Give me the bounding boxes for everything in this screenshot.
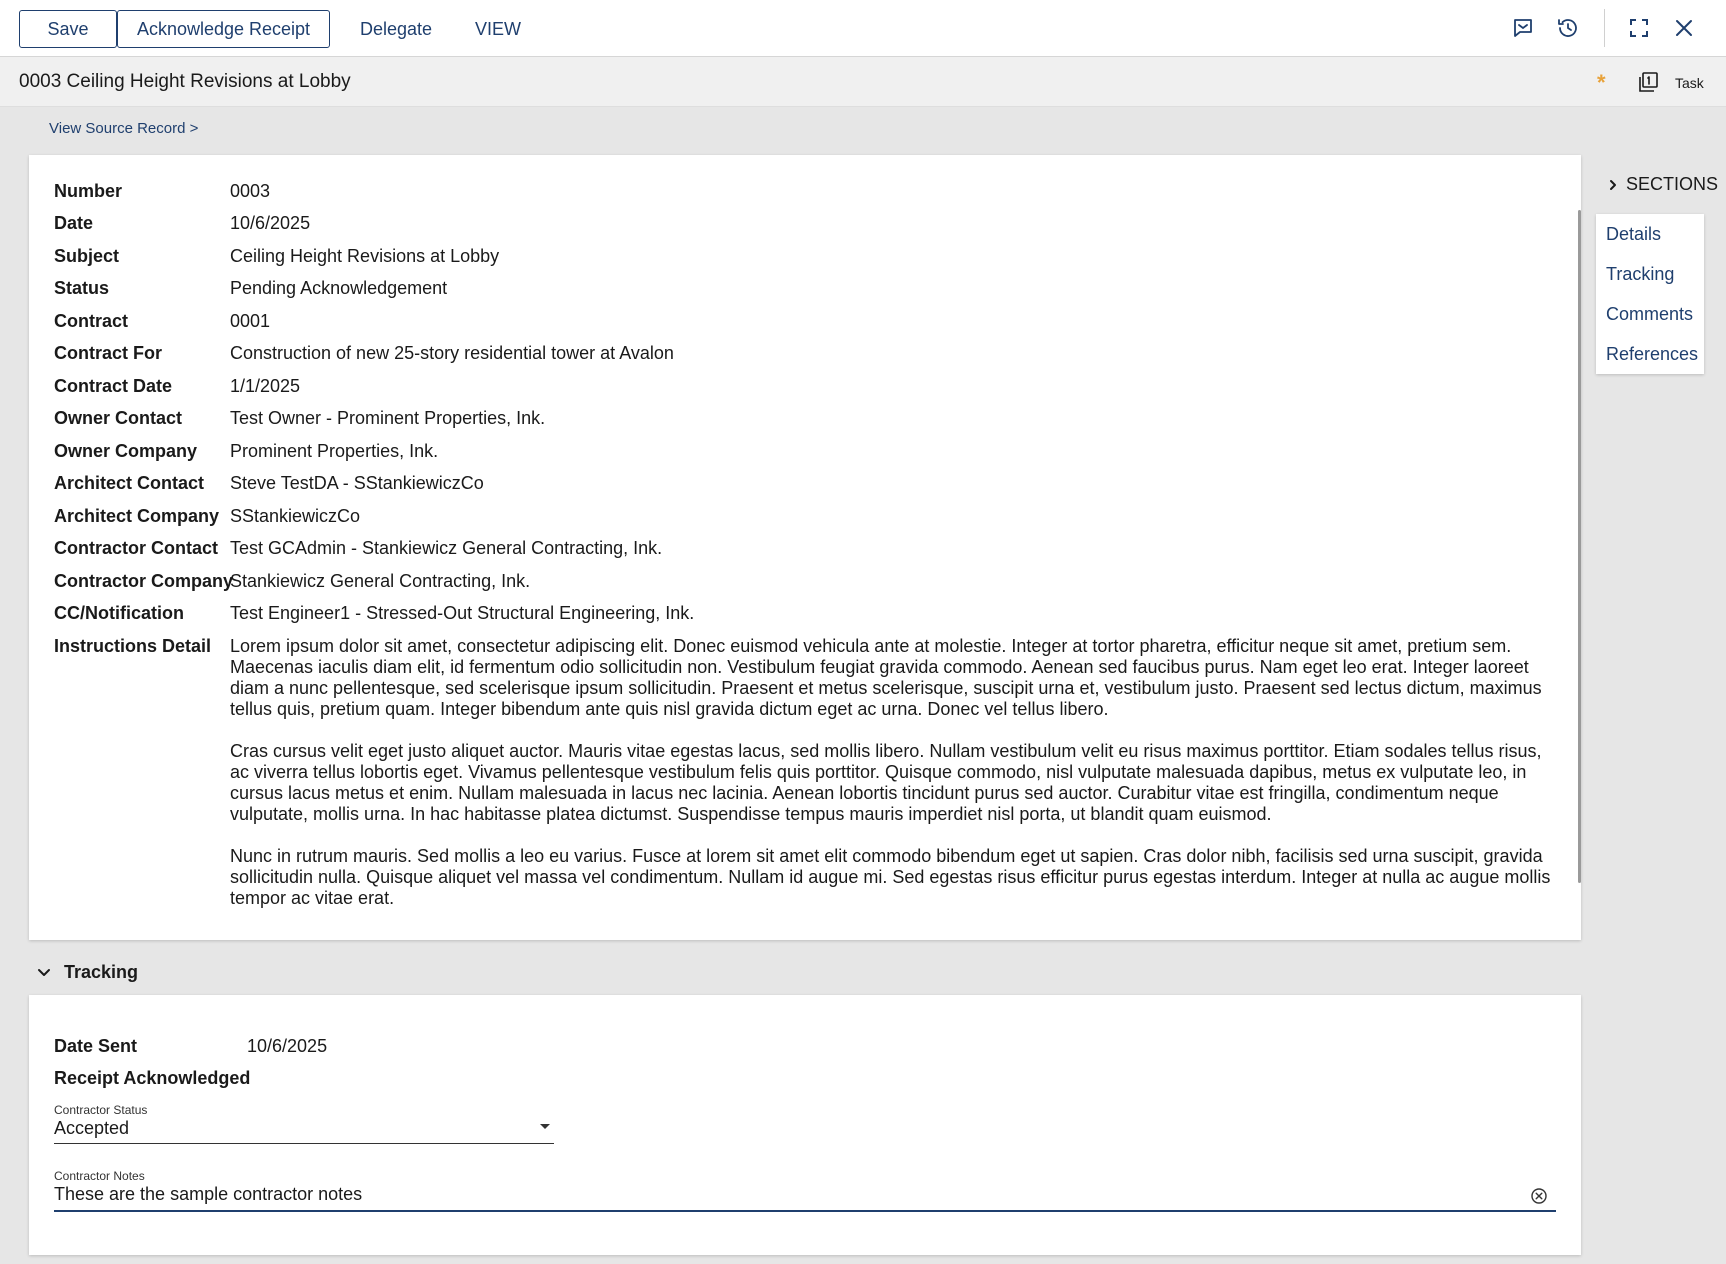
instructions-text — [230, 636, 1565, 930]
view-source-record-link[interactable]: View Source Record > — [49, 120, 199, 137]
details-card: Number 0003 Date 10/6/2025 Subject Ceiling Height Revisions at Lobby Status Pending Acknowledgement Contract 0001 Contract For Construction of new 25-story residential tower at Avalon Contract Date 1/1/2025 Owner Contact Test Owner - Prominent Properties, Ink. Owner Company Prominent Properties, Ink. Architect Contact Steve TestDA - SStankiewiczCo Architect Company SStankiewiczCo Contractor Contact Test GCAdmin - Stankiewicz General Contracting, Ink. Contractor Company Stankiewicz General Contracting, Ink. CC/Notification Test Engineer1 - Stressed-Out Structural Engineering, Ink. Instructions Detail Lorem ipsum dolor sit amet, consectetur adipiscing elit. Donec euismod vehicula ante at molestie. Integer at tortor pharetra, efficitur neque sit amet, pretium sem. Maecenas iaculis diam elit, id fermentum odio sollicitudin non. Vestibulum feugiat gravida commodo. Aenean sed faucibus purus. Nam eget leo erat. Integer laoreet diam a nunc pellentesque, sed scelerisque ipsum sollicitudin. Praesent et metus scelerisque, suscipit urna et, vestibulum justo. Praesent sed lectus dictum, maximus tellus quis, pretium quam. Integer bibendum ante quis nisl gravida dictum eget ac urna. Donec vel tellus libero. Cras cursus velit eget justo aliquet auctor. Mauris vitae egestas lacus, sed mollis libero. Nullam vestibulum velit eu risus maximus porttitor. Etiam sodales tellus risus, ac viverra tellus lobortis eget. Vivamus pellentesque vestibulum felis quis porttitor. Quisque commodo, nisl vulputate malesuada dapibus, metus ex vulputate leo, in cursus lacus metus et enim. Nullam malesuada in lacus nec lacinia. Aenean lobortis tincidunt purus sed auctor. Curabitur vitae est fringilla, condimentum neque vulputate, mollis urna. In hac habitasse platea dictumst. Suspendisse tempus mauris imperdiet nisl porta, ut blandit quam euismod. Nunc in rutrum mauris. Sed mollis a leo eu varius. Fusce at lorem sit amet elit commodo bibendum eget ut sapien. Cras dolor nibh, facilisis sed urna suscipit, gravida sollicitudin nulla. Quisque aliquet vel massa vel condimentum. Nullam id augue mi. Sed egestas risus efficitur purus egestas interdum. Integer at nulla ac augue mollis tempor ac vitae erat. — [29, 155, 1581, 940]
field-date-sent: Date Sent 10/6/2025 — [54, 1036, 328, 1056]
view-menu-button[interactable]: VIEW — [475, 19, 522, 39]
contractor-notes-input[interactable] — [54, 1184, 1514, 1205]
sections-title: SECTIONS — [1626, 174, 1719, 194]
tracking-section-title: Tracking — [64, 962, 139, 982]
dropdown-caret-icon — [540, 1124, 550, 1129]
toolbar-divider — [1604, 9, 1605, 47]
tracking-section-toggle[interactable] — [36, 962, 138, 983]
section-link-references[interactable]: References — [1606, 344, 1699, 364]
history-icon[interactable] — [1554, 14, 1582, 42]
chevron-down-icon — [36, 965, 52, 981]
contractor-status-label: Contractor Status — [54, 1103, 148, 1117]
delegate-button[interactable]: Delegate — [360, 19, 433, 39]
section-link-details[interactable]: Details — [1606, 224, 1662, 244]
toolbar — [0, 0, 1726, 57]
field-receipt-acknowledged: Receipt Acknowledged — [54, 1068, 251, 1088]
ai-assistant-icon[interactable] — [1509, 14, 1537, 42]
instructions-paragraph: Lorem ipsum dolor sit amet, consectetur adipiscing elit. Donec euismod vehicula ante at molestie. Integer at tortor pharetra, efficitur neque sit amet, pretium sem. Maecenas iaculis diam elit, id fermentum odio sollicitudin non. Vestibulum feugiat gravida commodo. Aenean sed faucibus purus. Nam eget leo erat. Integer laoreet diam a nunc pellentesque, sed scelerisque ipsum sollicitudin. Praesent et metus scelerisque, suscipit urna et, vestibulum justo. Praesent sed lectus dictum, maximus tellus quis, pretium quam. Integer bibendum ante quis nisl gravida dictum eget ac urna. Donec vel tellus libero. — [230, 636, 1542, 719]
instructions-paragraph: Nunc in rutrum mauris. Sed mollis a leo eu varius. Fusce at lorem sit amet elit commodo bibendum eget ut sapien. Cras dolor nibh, facilisis sed urna suscipit, gravida sollicitudin nulla. Quisque aliquet vel massa vel condimentum. Nullam id augue mi. Sed egestas risus efficitur purus egestas interdum. Integer at nulla ac augue mollis tempor ac vitae erat. — [230, 846, 1551, 908]
title-bar — [0, 57, 1726, 107]
acknowledge-receipt-button[interactable]: Acknowledge Receipt — [117, 10, 330, 48]
sections-toggle[interactable] — [1608, 174, 1718, 195]
chevron-right-icon — [1608, 178, 1618, 192]
task-label[interactable]: Task — [1675, 75, 1704, 91]
save-button[interactable]: Save — [19, 10, 117, 48]
contractor-notes-label: Contractor Notes — [54, 1169, 145, 1183]
required-star-icon: * — [1597, 70, 1606, 95]
page-title: 0003 Ceiling Height Revisions at Lobby — [19, 71, 351, 92]
section-link-comments[interactable]: Comments — [1606, 304, 1694, 324]
sections-panel — [1596, 214, 1704, 374]
contractor-status-value: Accepted — [54, 1118, 130, 1138]
tracking-card — [29, 995, 1581, 1255]
fullscreen-icon[interactable] — [1625, 14, 1653, 42]
clear-circle-icon[interactable] — [1530, 1187, 1548, 1205]
task-count-icon[interactable] — [1636, 70, 1660, 94]
details-scrollbar[interactable] — [1578, 210, 1581, 883]
section-link-tracking[interactable]: Tracking — [1606, 264, 1675, 284]
contractor-notes-field — [54, 1184, 1556, 1212]
instructions-paragraph: Cras cursus velit eget justo aliquet auctor. Mauris vitae egestas lacus, sed mollis libero. Nullam vestibulum velit eu risus maximus porttitor. Etiam sodales tellus risus, ac viverra tellus lobortis eget. Vivamus pellentesque vestibulum felis quis porttitor. Quisque commodo, nisl vulputate malesuada dapibus, metus ex vulputate leo, in cursus lacus metus et enim. Nullam malesuada in lacus nec lacinia. Aenean lobortis tincidunt purus sed auctor. Curabitur vitae est fringilla, condimentum neque vulputate, mollis urna. In hac habitasse platea dictumst. Suspendisse tempus mauris imperdiet nisl porta, ut blandit quam euismod. — [230, 741, 1542, 824]
contractor-status-select[interactable] — [54, 1118, 554, 1144]
close-icon[interactable] — [1670, 14, 1698, 42]
